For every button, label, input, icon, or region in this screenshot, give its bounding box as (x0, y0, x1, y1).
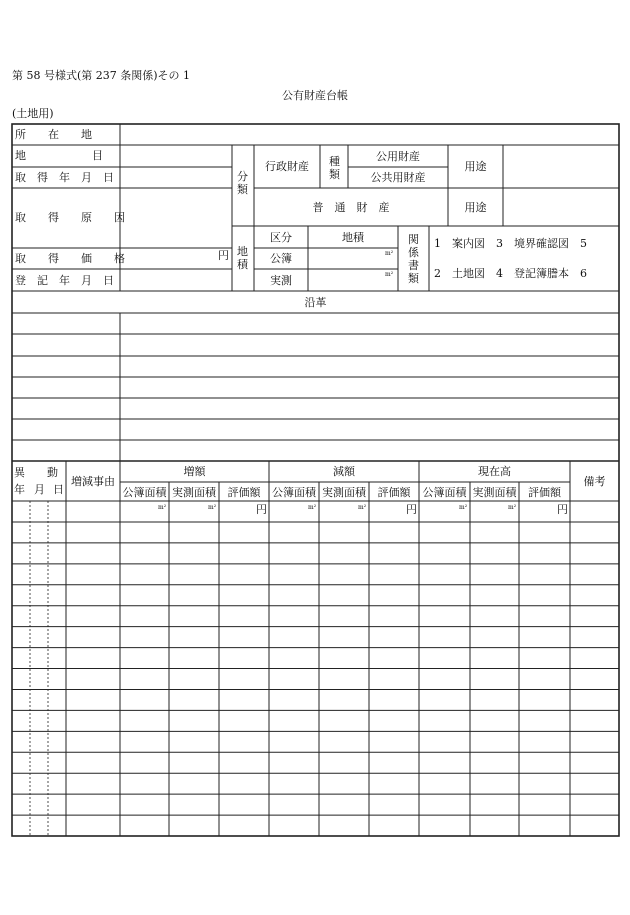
inc-measured-area: 実測面積 (172, 486, 216, 499)
area-label: 地積 (237, 245, 248, 271)
acq-date-label: 取 得 年 月 日 (15, 171, 114, 184)
inc-yen: 円 (256, 503, 267, 516)
increase-label: 増額 (183, 465, 206, 478)
public-use-label: 公用財産 (376, 150, 420, 163)
current-label: 現在高 (478, 465, 511, 478)
inc-official-sqm: m² (158, 504, 167, 511)
administrative-label: 行政財産 (265, 160, 309, 173)
ordinary-label: 普 通 財 産 (312, 201, 390, 214)
year-label: 年 (14, 483, 25, 496)
cur-official-area: 公簿面積 (422, 486, 467, 499)
usage-label: 用途 (464, 160, 487, 173)
public-common-label: 公共用財産 (370, 171, 426, 184)
classification-label: 分類 (237, 170, 248, 196)
location-label: 所 在 地 (15, 128, 92, 141)
lot-label: 地 目 (15, 149, 103, 162)
acq-reason-label: 取 得 原 因 (15, 211, 125, 224)
measured-label: 実測 (270, 274, 292, 287)
area-col-label: 地積 (342, 231, 364, 244)
month-label: 月 (34, 483, 45, 496)
reason-label: 増減事由 (71, 475, 115, 488)
ledger-row-lines (12, 522, 619, 815)
inc-valuation: 評価額 (227, 486, 261, 499)
cur-measured-area: 実測面積 (472, 486, 517, 499)
subtitle: (土地用) (12, 107, 54, 120)
page-title: 公有財産台帳 (282, 89, 348, 102)
remarks-label: 備考 (583, 475, 606, 488)
dec-measured-area: 実測面積 (322, 486, 366, 499)
history-title: 沿革 (304, 296, 327, 309)
usage2-label: 用途 (464, 201, 487, 214)
dec-measured-sqm: m² (358, 504, 367, 511)
cur-measured-sqm: m² (508, 504, 517, 511)
dec-valuation: 評価額 (377, 486, 411, 499)
dec-official-area: 公簿面積 (272, 486, 316, 499)
history-lines (12, 313, 619, 461)
acq-price-label: 取 得 価 格 (15, 252, 125, 265)
cur-official-sqm: m² (459, 504, 468, 511)
docs-line-1: 1 案内図 3 境界確認図 5 (434, 237, 587, 250)
dec-official-sqm: m² (308, 504, 317, 511)
day-label: 日 (53, 483, 64, 496)
kind-label: 種類 (329, 155, 340, 181)
measured-sqm: m² (385, 271, 394, 278)
official-label: 公簿 (270, 252, 292, 265)
docs-line-2: 2 土地図 4 登記簿謄本 6 (434, 267, 587, 280)
related-docs-label: 関係書類 (408, 233, 419, 285)
cur-yen: 円 (557, 503, 568, 516)
cur-valuation: 評価額 (528, 486, 561, 499)
division-label: 区分 (270, 231, 292, 244)
inc-measured-sqm: m² (208, 504, 217, 511)
ledger-lines (12, 461, 619, 836)
change-label: 異 動 (14, 466, 58, 479)
official-sqm: m² (385, 250, 394, 257)
inc-official-area: 公簿面積 (122, 486, 167, 499)
form-number: 第 58 号様式(第 237 条関係)その 1 (12, 69, 191, 82)
reg-date-label: 登 記 年 月 日 (15, 274, 114, 287)
decrease-label: 減額 (333, 465, 355, 478)
acq-price-yen: 円 (218, 249, 229, 262)
dec-yen: 円 (406, 503, 417, 516)
